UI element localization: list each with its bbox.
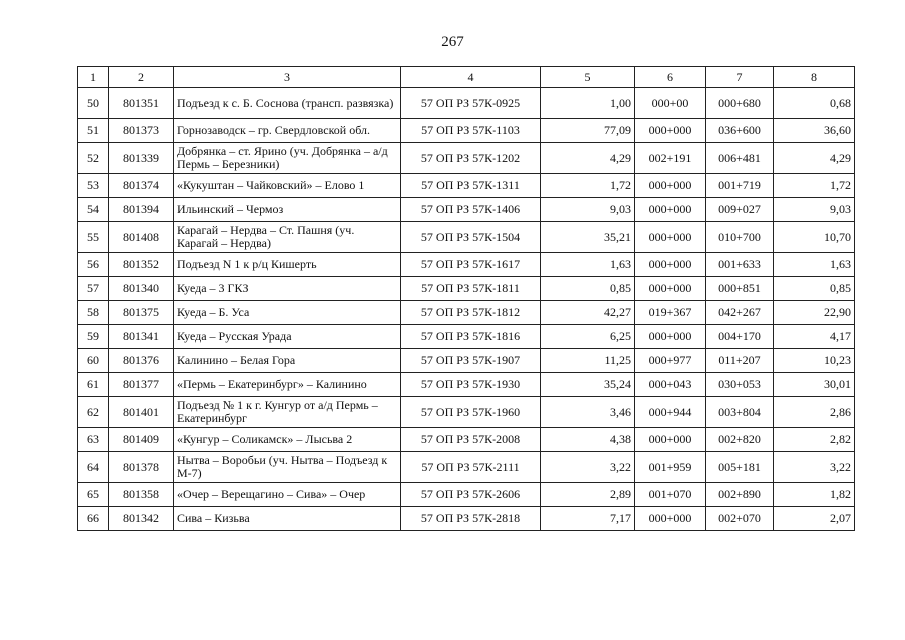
column-header-6: 6 — [635, 67, 706, 88]
cell-row-number: 55 — [78, 222, 109, 253]
cell-start-km: 000+000 — [635, 507, 706, 531]
cell-end-km: 011+207 — [706, 349, 774, 373]
cell-end-km: 003+804 — [706, 397, 774, 428]
table-row — [78, 222, 855, 253]
cell-end-km: 004+170 — [706, 325, 774, 349]
table-body — [78, 88, 855, 531]
cell-road-name: Куеда – Б. Уса — [174, 301, 401, 325]
cell-section-length: 2,82 — [774, 428, 855, 452]
cell-road-name: Куеда – Русская Урада — [174, 325, 401, 349]
table-row — [78, 277, 855, 301]
cell-road-code: 57 ОП РЗ 57К-2111 — [401, 452, 541, 483]
table-header — [78, 67, 855, 88]
cell-road-id: 801339 — [109, 143, 174, 174]
cell-section-length: 4,17 — [774, 325, 855, 349]
cell-row-number: 62 — [78, 397, 109, 428]
cell-end-km: 009+027 — [706, 198, 774, 222]
column-header-8: 8 — [774, 67, 855, 88]
cell-section-length: 4,29 — [774, 143, 855, 174]
cell-road-id: 801377 — [109, 373, 174, 397]
cell-section-length: 36,60 — [774, 119, 855, 143]
cell-end-km: 010+700 — [706, 222, 774, 253]
cell-road-id: 801342 — [109, 507, 174, 531]
cell-road-id: 801376 — [109, 349, 174, 373]
cell-road-name: Подъезд к с. Б. Соснова (трансп. развязка) — [174, 88, 401, 119]
cell-road-name: Добрянка – ст. Ярино (уч. Добрянка – а/д Пермь – Березники) — [174, 143, 401, 174]
cell-end-km: 002+820 — [706, 428, 774, 452]
cell-road-id: 801373 — [109, 119, 174, 143]
cell-length: 35,24 — [541, 373, 635, 397]
cell-start-km: 019+367 — [635, 301, 706, 325]
table-row — [78, 174, 855, 198]
cell-start-km: 000+000 — [635, 198, 706, 222]
cell-road-code: 57 ОП РЗ 57К-0925 — [401, 88, 541, 119]
cell-road-id: 801358 — [109, 483, 174, 507]
cell-start-km: 001+959 — [635, 452, 706, 483]
cell-road-code: 57 ОП РЗ 57К-2606 — [401, 483, 541, 507]
cell-start-km: 000+000 — [635, 428, 706, 452]
cell-road-code: 57 ОП РЗ 57К-1960 — [401, 397, 541, 428]
cell-road-code: 57 ОП РЗ 57К-2008 — [401, 428, 541, 452]
page-number: 267 — [441, 34, 464, 50]
column-header-2: 2 — [109, 67, 174, 88]
cell-row-number: 50 — [78, 88, 109, 119]
table-row — [78, 373, 855, 397]
cell-road-code: 57 ОП РЗ 57К-1103 — [401, 119, 541, 143]
cell-start-km: 000+043 — [635, 373, 706, 397]
cell-road-id: 801352 — [109, 253, 174, 277]
cell-start-km: 000+000 — [635, 325, 706, 349]
cell-road-code: 57 ОП РЗ 57К-1907 — [401, 349, 541, 373]
cell-end-km: 001+719 — [706, 174, 774, 198]
cell-section-length: 0,68 — [774, 88, 855, 119]
cell-start-km: 000+000 — [635, 222, 706, 253]
cell-start-km: 002+191 — [635, 143, 706, 174]
cell-length: 4,38 — [541, 428, 635, 452]
cell-road-code: 57 ОП РЗ 57К-1202 — [401, 143, 541, 174]
cell-start-km: 000+000 — [635, 253, 706, 277]
roads-table — [77, 66, 855, 531]
cell-road-name: «Пермь – Екатеринбург» – Калинино — [174, 373, 401, 397]
cell-row-number: 65 — [78, 483, 109, 507]
cell-length: 42,27 — [541, 301, 635, 325]
cell-section-length: 10,70 — [774, 222, 855, 253]
cell-start-km: 000+977 — [635, 349, 706, 373]
cell-row-number: 57 — [78, 277, 109, 301]
cell-road-name: Подъезд № 1 к г. Кунгур от а/д Пермь – Екатеринбург — [174, 397, 401, 428]
cell-row-number: 53 — [78, 174, 109, 198]
cell-start-km: 000+944 — [635, 397, 706, 428]
cell-road-name: «Очер – Верещагино – Сива» – Очер — [174, 483, 401, 507]
cell-road-id: 801341 — [109, 325, 174, 349]
table-row — [78, 349, 855, 373]
cell-length: 7,17 — [541, 507, 635, 531]
cell-length: 0,85 — [541, 277, 635, 301]
column-header-7: 7 — [706, 67, 774, 88]
cell-road-code: 57 ОП РЗ 57К-1311 — [401, 174, 541, 198]
cell-length: 9,03 — [541, 198, 635, 222]
column-header-3: 3 — [174, 67, 401, 88]
cell-end-km: 002+070 — [706, 507, 774, 531]
cell-road-name: «Кунгур – Соликамск» – Лысьва 2 — [174, 428, 401, 452]
cell-end-km: 006+481 — [706, 143, 774, 174]
cell-length: 1,72 — [541, 174, 635, 198]
cell-road-id: 801375 — [109, 301, 174, 325]
cell-row-number: 52 — [78, 143, 109, 174]
cell-start-km: 000+000 — [635, 119, 706, 143]
cell-road-id: 801394 — [109, 198, 174, 222]
cell-section-length: 1,63 — [774, 253, 855, 277]
cell-row-number: 61 — [78, 373, 109, 397]
table-row — [78, 301, 855, 325]
cell-road-name: Куеда – 3 ГКЗ — [174, 277, 401, 301]
cell-road-name: «Кукуштан – Чайковский» – Елово 1 — [174, 174, 401, 198]
cell-road-id: 801374 — [109, 174, 174, 198]
cell-length: 4,29 — [541, 143, 635, 174]
table-row — [78, 507, 855, 531]
cell-length: 6,25 — [541, 325, 635, 349]
cell-row-number: 56 — [78, 253, 109, 277]
cell-row-number: 54 — [78, 198, 109, 222]
cell-road-code: 57 ОП РЗ 57К-1816 — [401, 325, 541, 349]
cell-road-name: Сива – Кизьва — [174, 507, 401, 531]
cell-length: 3,46 — [541, 397, 635, 428]
table-row — [78, 198, 855, 222]
cell-road-code: 57 ОП РЗ 57К-1811 — [401, 277, 541, 301]
table-row — [78, 452, 855, 483]
cell-road-code: 57 ОП РЗ 57К-1504 — [401, 222, 541, 253]
table-row — [78, 483, 855, 507]
cell-end-km: 005+181 — [706, 452, 774, 483]
cell-road-code: 57 ОП РЗ 57К-1812 — [401, 301, 541, 325]
table-row — [78, 397, 855, 428]
cell-road-code: 57 ОП РЗ 57К-1617 — [401, 253, 541, 277]
cell-road-code: 57 ОП РЗ 57К-2818 — [401, 507, 541, 531]
cell-road-id: 801340 — [109, 277, 174, 301]
cell-row-number: 64 — [78, 452, 109, 483]
cell-section-length: 1,82 — [774, 483, 855, 507]
cell-end-km: 001+633 — [706, 253, 774, 277]
cell-end-km: 000+851 — [706, 277, 774, 301]
cell-road-name: Подъезд N 1 к р/ц Кишерть — [174, 253, 401, 277]
cell-road-name: Карагай – Нердва – Ст. Пашня (уч. Карагай – Нердва) — [174, 222, 401, 253]
cell-section-length: 10,23 — [774, 349, 855, 373]
cell-start-km: 000+000 — [635, 277, 706, 301]
cell-end-km: 000+680 — [706, 88, 774, 119]
table-row — [78, 143, 855, 174]
cell-end-km: 042+267 — [706, 301, 774, 325]
cell-start-km: 000+000 — [635, 174, 706, 198]
cell-end-km: 030+053 — [706, 373, 774, 397]
table-row — [78, 119, 855, 143]
cell-row-number: 66 — [78, 507, 109, 531]
cell-section-length: 22,90 — [774, 301, 855, 325]
cell-road-id: 801401 — [109, 397, 174, 428]
cell-section-length: 2,07 — [774, 507, 855, 531]
cell-length: 1,63 — [541, 253, 635, 277]
header-row — [78, 67, 855, 88]
cell-row-number: 63 — [78, 428, 109, 452]
cell-length: 77,09 — [541, 119, 635, 143]
cell-length: 2,89 — [541, 483, 635, 507]
cell-road-id: 801409 — [109, 428, 174, 452]
column-header-5: 5 — [541, 67, 635, 88]
cell-road-name: Горнозаводск – гр. Свердловской обл. — [174, 119, 401, 143]
cell-road-name: Ильинский – Чермоз — [174, 198, 401, 222]
column-header-4: 4 — [401, 67, 541, 88]
table-row — [78, 88, 855, 119]
cell-road-code: 57 ОП РЗ 57К-1406 — [401, 198, 541, 222]
cell-row-number: 58 — [78, 301, 109, 325]
cell-length: 11,25 — [541, 349, 635, 373]
cell-road-id: 801408 — [109, 222, 174, 253]
cell-row-number: 60 — [78, 349, 109, 373]
cell-end-km: 002+890 — [706, 483, 774, 507]
cell-road-id: 801378 — [109, 452, 174, 483]
cell-road-id: 801351 — [109, 88, 174, 119]
cell-road-name: Нытва – Воробьи (уч. Нытва – Подъезд к М-7) — [174, 452, 401, 483]
cell-road-name: Калинино – Белая Гора — [174, 349, 401, 373]
cell-section-length: 0,85 — [774, 277, 855, 301]
cell-length: 35,21 — [541, 222, 635, 253]
column-header-1: 1 — [78, 67, 109, 88]
cell-section-length: 2,86 — [774, 397, 855, 428]
cell-section-length: 3,22 — [774, 452, 855, 483]
cell-start-km: 000+00 — [635, 88, 706, 119]
table-row — [78, 253, 855, 277]
table-row — [78, 325, 855, 349]
cell-section-length: 9,03 — [774, 198, 855, 222]
cell-section-length: 30,01 — [774, 373, 855, 397]
cell-section-length: 1,72 — [774, 174, 855, 198]
cell-length: 1,00 — [541, 88, 635, 119]
cell-row-number: 59 — [78, 325, 109, 349]
cell-length: 3,22 — [541, 452, 635, 483]
cell-road-code: 57 ОП РЗ 57К-1930 — [401, 373, 541, 397]
table-row — [78, 428, 855, 452]
cell-row-number: 51 — [78, 119, 109, 143]
cell-start-km: 001+070 — [635, 483, 706, 507]
cell-end-km: 036+600 — [706, 119, 774, 143]
